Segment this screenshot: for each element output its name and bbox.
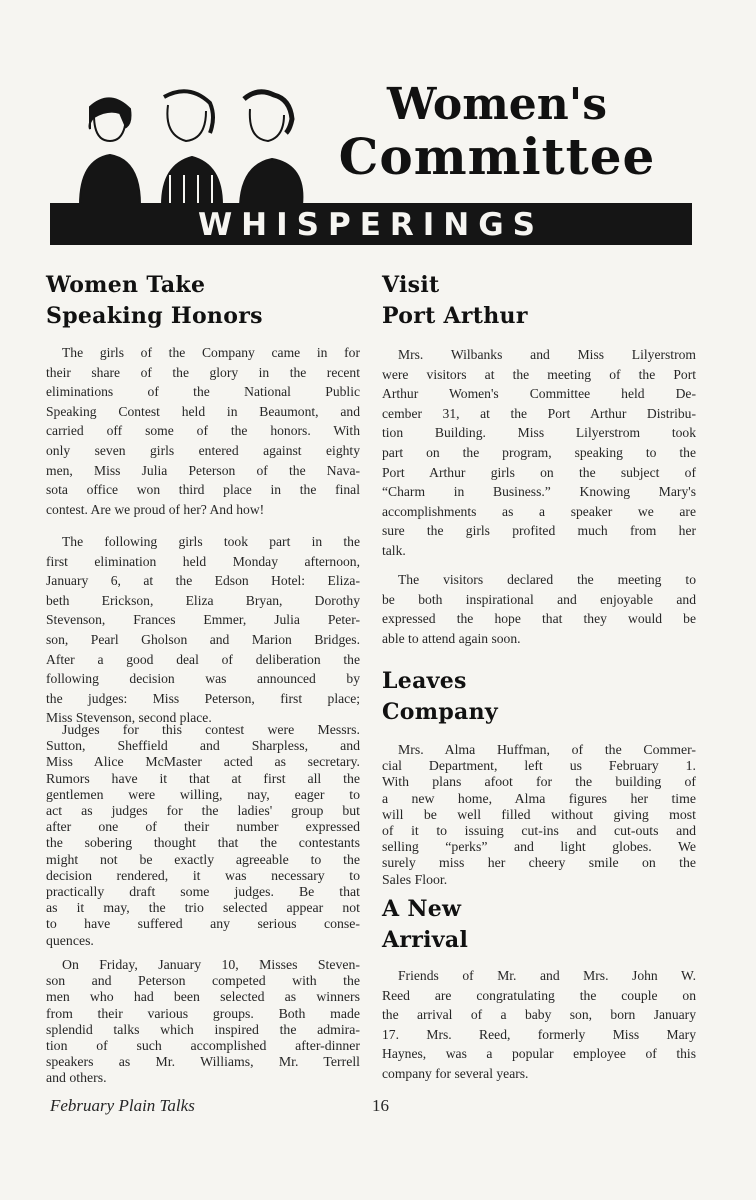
masthead-subtitle: WHISPERINGS: [50, 203, 692, 245]
text-line: only seven girls entered against eighty: [46, 442, 360, 458]
masthead-title-line1: Women's: [387, 79, 607, 130]
text-line: a new home, Alma figures her time: [382, 790, 696, 806]
text-line: men, Miss Julia Peterson of the Nava-: [46, 462, 360, 478]
article-paragraph: [46, 532, 360, 728]
text-line: act as judges for the ladies' group but: [46, 803, 360, 819]
text-line: accomplishments as a speaker we are: [382, 503, 696, 519]
article-paragraph: [382, 570, 696, 648]
heading-line: Leaves: [382, 668, 467, 694]
text-line: The visitors declared the meeting to: [398, 572, 696, 587]
masthead-title: [302, 79, 692, 186]
text-line: sota office won third place in the final: [46, 482, 360, 498]
article-paragraph: [382, 345, 696, 561]
text-line: The following girls took part in the: [62, 534, 360, 549]
article-heading: [382, 270, 696, 332]
text-line: might not be exactly agreeable to the: [46, 851, 360, 867]
text-line: selling “perks” and light globes. We: [382, 839, 696, 855]
text-line: from their various groups. Both made: [46, 1005, 360, 1021]
heading-line: Port Arthur: [382, 303, 528, 329]
masthead-banner: [50, 79, 692, 247]
text-line: cember 31, at the Port Arthur Distribu-: [382, 405, 696, 421]
text-line: and others.: [46, 1070, 107, 1086]
text-line: were visitors at the meeting of the Port: [382, 366, 696, 382]
text-line: Reed are congratulating the couple on: [382, 987, 696, 1003]
text-line: On Friday, January 10, Misses Steven-: [62, 957, 360, 972]
text-line: the sobering thought that the contestants: [46, 835, 360, 851]
text-line: Haynes, was a popular employee of this: [382, 1046, 696, 1062]
heading-line: Visit: [382, 272, 440, 298]
text-line: Sutton, Sheffield and Sharpless, and: [46, 738, 360, 754]
article-heading: [46, 270, 360, 332]
text-line: after one of their number expressed: [46, 819, 360, 835]
text-line: speakers as Mr. Williams, Mr. Terrell: [46, 1054, 360, 1070]
text-line: Stevenson, Frances Emmer, Julia Peter-: [46, 612, 360, 628]
heading-line: Company: [382, 699, 498, 725]
article-paragraph: [382, 966, 696, 1084]
text-line: following decision was announced by: [46, 671, 360, 687]
heading-line: Women Take: [46, 272, 206, 298]
heading-line: Speaking Honors: [46, 303, 263, 329]
article-paragraph: [382, 742, 696, 888]
text-line: carried off some of the honors. With: [46, 423, 360, 439]
heading-line: A New: [382, 896, 462, 922]
text-line: tion Building. Miss Lilyerstrom took: [382, 425, 696, 441]
text-line: as it may, the trio selected appear not: [46, 900, 360, 916]
text-line: their share of the glory in the recent: [46, 364, 360, 380]
publication-name: February Plain Talks: [50, 1096, 195, 1115]
text-line: After a good deal of deliberation the: [46, 651, 360, 667]
text-line: Judges for this contest were Messrs.: [62, 722, 360, 737]
text-line: first elimination held Monday afternoon,: [46, 553, 360, 569]
text-line: Friends of Mr. and Mrs. John W.: [398, 968, 696, 983]
text-line: men who had been selected as winners: [46, 989, 360, 1005]
text-line: company for several years.: [382, 1065, 529, 1081]
text-line: January 6, at the Edson Hotel: Eliza-: [46, 573, 360, 589]
text-line: 17. Mrs. Reed, formerly Miss Mary: [382, 1026, 696, 1042]
text-line: sure the girls profited much from her: [382, 523, 696, 539]
text-line: Port Arthur girls on the subject of: [382, 464, 696, 480]
text-line: be both inspirational and enjoyable and: [382, 591, 696, 607]
text-line: the arrival of a baby son, born January: [382, 1007, 696, 1023]
text-line: splendid talks which inspired the admira-: [46, 1021, 360, 1037]
text-line: gentlemen were willing, nay, eager to: [46, 786, 360, 802]
text-line: quences.: [46, 932, 94, 948]
text-line: will be well filled without giving most: [382, 806, 696, 822]
text-line: Mrs. Wilbanks and Miss Lilyerstrom: [398, 347, 696, 362]
text-line: beth Erickson, Eliza Bryan, Dorothy: [46, 592, 360, 608]
text-line: Miss Alice McMaster acted as secretary.: [46, 754, 360, 770]
article-paragraph: [46, 957, 360, 1087]
masthead-title-line2: Committee: [338, 127, 656, 186]
text-line: contest. Are we proud of her? And how!: [46, 501, 265, 517]
text-line: practically draft some judges. Be that: [46, 884, 360, 900]
text-line: of it to issuing cut-ins and cut-outs and: [382, 823, 696, 839]
three-women-illustration: [72, 85, 322, 210]
text-line: to have suffered any serious conse-: [46, 916, 360, 932]
text-line: able to attend again soon.: [382, 630, 521, 646]
article-heading: [382, 666, 696, 728]
heading-line: Arrival: [382, 927, 469, 953]
article-paragraph: [46, 722, 360, 949]
text-line: son and Peterson competed with the: [46, 973, 360, 989]
text-line: eliminations of the National Public: [46, 384, 360, 400]
text-line: son, Pearl Gholson and Marion Bridges.: [46, 631, 360, 647]
text-line: Mrs. Alma Huffman, of the Commer-: [398, 742, 696, 757]
text-line: Miss Stevenson, second place.: [46, 710, 212, 726]
text-line: Arthur Women's Committee held De-: [382, 386, 696, 402]
text-line: With plans afoot for the building of: [382, 774, 696, 790]
text-line: part on the program, speaking to the: [382, 444, 696, 460]
page-number: 16: [372, 1096, 389, 1115]
text-line: decision rendered, it was necessary to: [46, 867, 360, 883]
text-line: Sales Floor.: [382, 871, 448, 887]
text-line: Speaking Contest held in Beaumont, and: [46, 403, 360, 419]
text-line: cial Department, left us February 1.: [382, 758, 696, 774]
article-heading: [382, 894, 696, 956]
text-line: talk.: [382, 542, 406, 558]
text-line: The girls of the Company came in for: [62, 345, 360, 360]
text-line: Rumors have it that at first all the: [46, 770, 360, 786]
text-line: “Charm in Business.” Knowing Mary's: [382, 484, 696, 500]
article-paragraph: [46, 343, 360, 519]
text-line: tion of such accomplished after-dinner: [46, 1038, 360, 1054]
text-line: surely miss her cheery smile on the: [382, 855, 696, 871]
text-line: expressed the hope that they would be: [382, 611, 696, 627]
text-line: the judges: Miss Peterson, first place;: [46, 690, 360, 706]
